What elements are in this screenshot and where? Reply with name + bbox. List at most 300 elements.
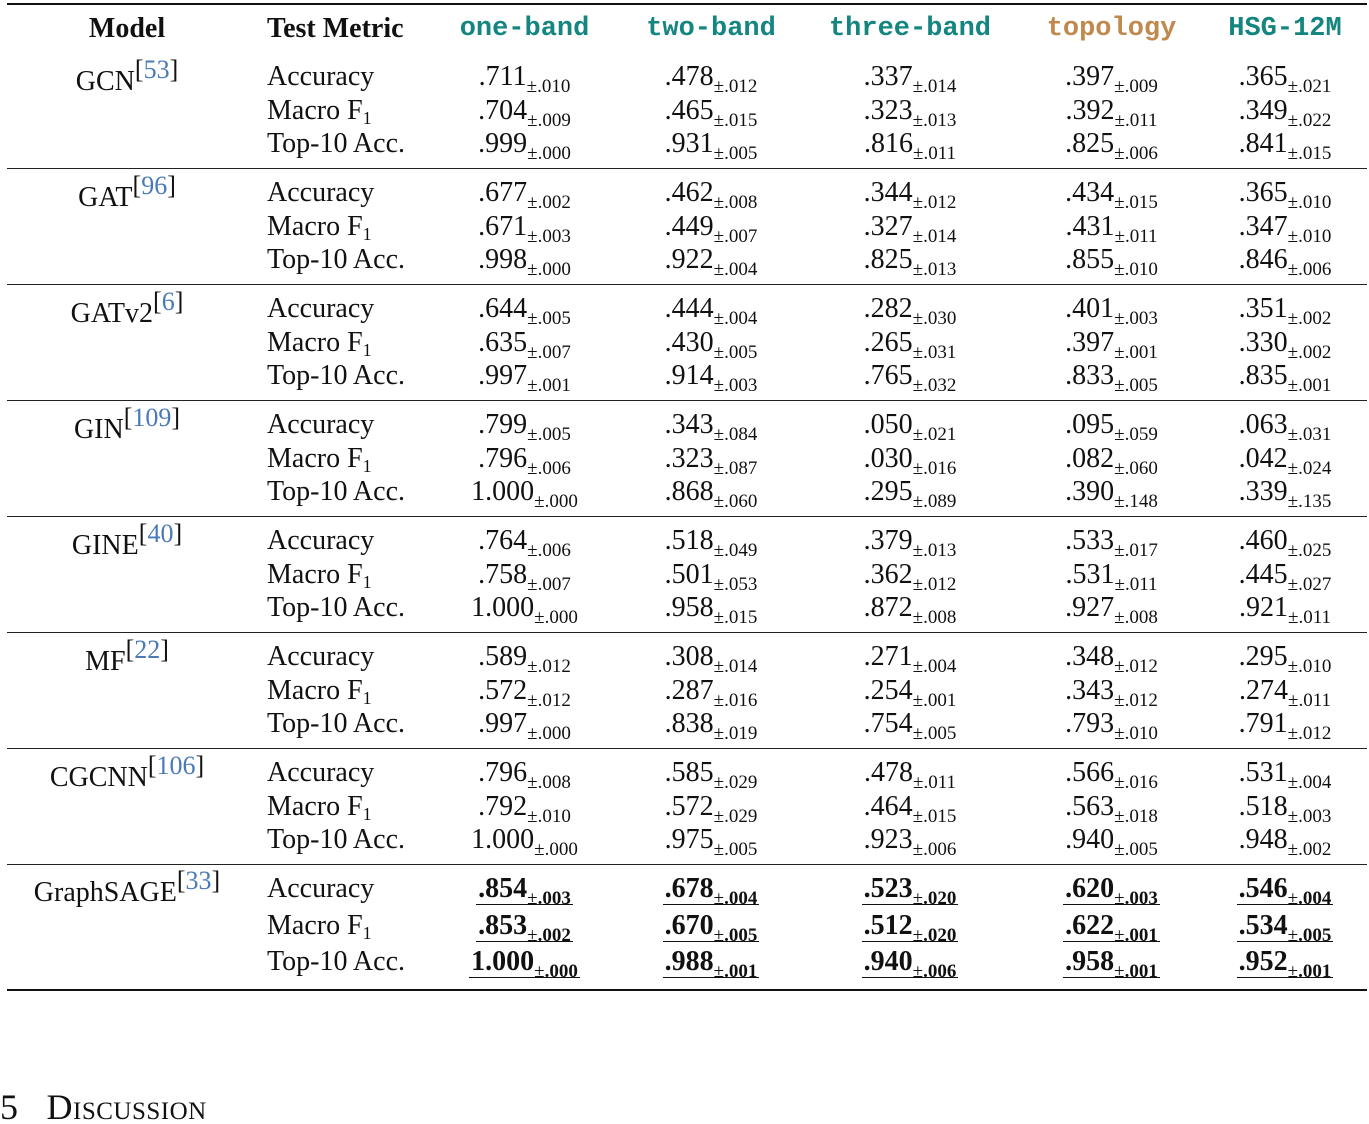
value-column-three-band bbox=[800, 292, 1020, 400]
citation-link[interactable] bbox=[139, 519, 182, 548]
std-value: ±.007 bbox=[527, 341, 571, 363]
value-cell bbox=[1238, 176, 1332, 213]
value-cell bbox=[862, 944, 959, 981]
value-cell bbox=[471, 591, 578, 628]
table-header bbox=[7, 5, 1367, 53]
std-value: ±.013 bbox=[912, 540, 957, 561]
value-column-topology bbox=[1020, 292, 1203, 400]
value-column-three-band bbox=[800, 176, 1020, 284]
mean-value: .677 bbox=[478, 177, 528, 208]
mean-value: .030 bbox=[863, 442, 913, 474]
value-cell bbox=[1063, 871, 1160, 908]
std-value: ±.005 bbox=[713, 924, 758, 946]
mean-value: .816 bbox=[864, 128, 913, 159]
mean-value: .958 bbox=[1065, 946, 1115, 977]
std-value: ±.002 bbox=[1287, 308, 1332, 329]
value-column-hsg-12m bbox=[1203, 408, 1367, 516]
std-value: ±.005 bbox=[713, 839, 758, 860]
std-value: ±.008 bbox=[527, 772, 571, 793]
metric-label: Macro $F_1$ bbox=[267, 790, 372, 824]
mean-value: .948 bbox=[1238, 824, 1288, 855]
mean-value: .390 bbox=[1065, 476, 1115, 507]
citation-link[interactable] bbox=[126, 635, 169, 664]
mean-value: .670 bbox=[664, 909, 714, 941]
mean-value: .872 bbox=[863, 592, 913, 623]
value-cell bbox=[863, 408, 957, 445]
mean-value: .921 bbox=[1239, 592, 1288, 623]
value-cell bbox=[478, 558, 571, 595]
std-value: ±.025 bbox=[1287, 540, 1332, 561]
value-cell bbox=[863, 243, 957, 280]
std-value: ±.003 bbox=[713, 375, 758, 396]
std-value: ±.005 bbox=[713, 341, 758, 363]
mean-value: .855 bbox=[1065, 244, 1115, 275]
bracket: [ bbox=[132, 171, 142, 200]
std-value: ±.084 bbox=[713, 424, 758, 445]
std-value: ±.006 bbox=[912, 839, 957, 860]
std-value: ±.003 bbox=[527, 225, 571, 247]
std-value: ±.011 bbox=[1114, 109, 1158, 131]
value-column-two-band bbox=[622, 756, 800, 864]
mean-value: .379 bbox=[863, 525, 913, 556]
std-value: ±.000 bbox=[527, 259, 571, 280]
value-cell bbox=[1065, 591, 1158, 628]
model-group-mf bbox=[7, 633, 1367, 748]
value-cell bbox=[664, 243, 758, 280]
mean-value: .868 bbox=[664, 476, 714, 507]
std-value: ±.005 bbox=[713, 143, 758, 164]
value-column-hsg-12m bbox=[1203, 292, 1367, 400]
std-value: ±.000 bbox=[527, 723, 571, 744]
value-cell bbox=[478, 127, 571, 164]
value-cell bbox=[664, 408, 758, 445]
std-value: ±.018 bbox=[1114, 805, 1158, 827]
citation-number: 22 bbox=[134, 635, 161, 664]
value-column-one-band bbox=[427, 292, 622, 400]
mean-value: .295 bbox=[1238, 641, 1288, 672]
mean-value: .434 bbox=[1065, 177, 1115, 208]
citation-link[interactable] bbox=[135, 55, 178, 84]
std-value: ±.006 bbox=[912, 961, 957, 982]
table-body bbox=[7, 53, 1367, 989]
value-cell bbox=[664, 359, 758, 396]
value-cell bbox=[1065, 790, 1158, 827]
value-cell bbox=[1238, 558, 1332, 595]
value-column-topology bbox=[1020, 176, 1203, 284]
value-column-two-band bbox=[622, 292, 800, 400]
value-column-two-band bbox=[622, 408, 800, 516]
bracket: ] bbox=[171, 403, 181, 432]
mean-value: .854 bbox=[478, 873, 528, 904]
model-group-graphsage bbox=[7, 865, 1367, 989]
std-value: ±.005 bbox=[1287, 924, 1332, 946]
value-cell bbox=[664, 475, 758, 512]
model-name-cell bbox=[7, 866, 247, 989]
mean-value: .958 bbox=[664, 592, 714, 623]
std-value: ±.007 bbox=[713, 225, 758, 247]
mean-value: .838 bbox=[664, 708, 714, 739]
metric-column bbox=[247, 408, 427, 516]
mean-value: .351 bbox=[1238, 293, 1288, 324]
value-cell bbox=[664, 640, 758, 677]
header-test-metric: Test Metric bbox=[267, 13, 404, 44]
bracket: ] bbox=[160, 635, 169, 664]
std-value: ±.001 bbox=[527, 375, 571, 396]
std-value: ±.016 bbox=[912, 457, 957, 479]
value-cell bbox=[863, 558, 957, 595]
bracket: ] bbox=[195, 751, 205, 780]
std-value: ±.014 bbox=[713, 656, 758, 677]
value-cell bbox=[664, 823, 758, 860]
mean-value: 1.000 bbox=[471, 824, 535, 855]
mean-value: 1.000 bbox=[471, 592, 535, 623]
std-value: ±.016 bbox=[1114, 772, 1158, 793]
value-cell bbox=[478, 524, 571, 561]
std-value: ±.060 bbox=[1114, 457, 1158, 479]
value-cell bbox=[863, 524, 957, 561]
std-value: ±.029 bbox=[713, 772, 758, 793]
citation-link[interactable] bbox=[177, 866, 220, 895]
value-cell bbox=[664, 674, 758, 711]
value-column-three-band bbox=[800, 524, 1020, 632]
std-value: ±.087 bbox=[713, 457, 758, 479]
metric-column bbox=[247, 871, 427, 989]
value-cell bbox=[1239, 674, 1331, 711]
mean-value: 1.000 bbox=[471, 946, 535, 977]
std-value: ±.030 bbox=[912, 308, 957, 329]
metric-label: Accuracy bbox=[267, 757, 375, 788]
std-value: ±.020 bbox=[912, 888, 957, 909]
model-name: CGCNN bbox=[49, 762, 148, 793]
value-cell bbox=[478, 640, 571, 677]
value-column-topology bbox=[1020, 640, 1203, 748]
value-cell bbox=[1065, 408, 1158, 445]
std-value: ±.012 bbox=[527, 689, 571, 711]
citation-number: 40 bbox=[147, 519, 174, 548]
model-name: GCN bbox=[75, 66, 135, 97]
mean-value: .975 bbox=[664, 824, 714, 855]
value-cell bbox=[1065, 326, 1158, 363]
std-value: ±.012 bbox=[1114, 656, 1158, 677]
metric-label: Accuracy bbox=[267, 525, 375, 556]
std-value: ±.013 bbox=[912, 259, 957, 280]
bracket: [ bbox=[125, 635, 135, 664]
value-cell bbox=[1238, 408, 1332, 445]
header-one-band: one-band bbox=[459, 14, 590, 44]
std-value: ±.010 bbox=[526, 76, 571, 97]
value-column-three-band bbox=[800, 756, 1020, 864]
mean-value: .349 bbox=[1238, 94, 1288, 126]
std-value: ±.015 bbox=[1114, 192, 1158, 213]
value-cell bbox=[664, 707, 758, 744]
value-cell bbox=[664, 524, 758, 561]
value-column-one-band bbox=[427, 756, 622, 864]
mean-value: .445 bbox=[1238, 558, 1288, 590]
std-value: ±.006 bbox=[1287, 259, 1332, 280]
std-value: ±.008 bbox=[912, 607, 957, 628]
mean-value: .796 bbox=[478, 442, 528, 474]
value-cell bbox=[476, 908, 573, 945]
value-cell bbox=[664, 326, 758, 363]
std-value: ±.004 bbox=[713, 308, 758, 329]
std-value: ±.011 bbox=[1114, 573, 1158, 595]
std-value: ±.009 bbox=[1114, 76, 1158, 97]
bracket: ] bbox=[169, 55, 179, 84]
citation-link[interactable] bbox=[153, 287, 183, 316]
std-value: ±.003 bbox=[1114, 888, 1158, 909]
value-column-topology bbox=[1020, 756, 1203, 864]
mean-value: .997 bbox=[478, 360, 528, 391]
value-cell bbox=[478, 756, 571, 793]
metric-label: Top-10 Acc. bbox=[267, 244, 406, 275]
value-cell bbox=[664, 94, 758, 131]
metric-label: Top-10 Acc. bbox=[267, 360, 406, 391]
citation-number: 6 bbox=[161, 287, 175, 316]
value-cell bbox=[663, 871, 760, 908]
value-column-hsg-12m bbox=[1203, 871, 1367, 989]
citation-number: 53 bbox=[143, 55, 170, 84]
mean-value: .308 bbox=[664, 641, 714, 672]
value-cell bbox=[478, 707, 571, 744]
mean-value: .533 bbox=[1065, 525, 1115, 556]
mean-value: .531 bbox=[1065, 558, 1115, 590]
value-column-topology bbox=[1020, 408, 1203, 516]
value-cell bbox=[1238, 210, 1332, 247]
bracket: [ bbox=[147, 751, 157, 780]
bracket: [ bbox=[123, 403, 133, 432]
model-name-cell bbox=[7, 55, 247, 168]
metric-column bbox=[247, 176, 427, 284]
std-value: ±.012 bbox=[1114, 689, 1158, 711]
results-table bbox=[7, 3, 1367, 991]
value-cell bbox=[1065, 674, 1158, 711]
header-two-band: two-band bbox=[646, 14, 776, 44]
std-value: ±.005 bbox=[1114, 375, 1158, 396]
std-value: ±.015 bbox=[912, 805, 957, 827]
mean-value: .585 bbox=[664, 757, 714, 788]
mean-value: .082 bbox=[1065, 442, 1115, 474]
std-value: ±.003 bbox=[1114, 308, 1158, 329]
value-cell bbox=[863, 210, 957, 247]
metric-label: Accuracy bbox=[267, 61, 375, 92]
bracket: ] bbox=[173, 519, 183, 548]
model-name-cell bbox=[7, 519, 247, 632]
std-value: ±.012 bbox=[713, 76, 758, 97]
mean-value: .853 bbox=[478, 909, 528, 941]
model-name: GIN bbox=[73, 414, 124, 445]
std-value: ±.001 bbox=[1114, 341, 1158, 363]
std-value: ±.001 bbox=[1114, 924, 1158, 946]
mean-value: .501 bbox=[664, 558, 714, 590]
bracket: ] bbox=[167, 171, 176, 200]
value-cell bbox=[1237, 871, 1334, 908]
value-cell bbox=[1063, 908, 1160, 945]
metric-label: Accuracy bbox=[267, 641, 375, 672]
std-value: ±.053 bbox=[713, 573, 758, 595]
std-value: ±.004 bbox=[1287, 888, 1332, 909]
metric-column bbox=[247, 756, 427, 864]
value-cell bbox=[863, 707, 957, 744]
mean-value: .931 bbox=[664, 128, 714, 159]
std-value: ±.016 bbox=[713, 689, 758, 711]
mean-value: .050 bbox=[863, 409, 913, 440]
std-value: ±.011 bbox=[1114, 225, 1158, 247]
mean-value: .825 bbox=[863, 244, 913, 275]
mean-value: .343 bbox=[664, 409, 714, 440]
section-title: Discussion bbox=[46, 1087, 207, 1124]
mean-value: .678 bbox=[664, 873, 714, 904]
mean-value: .337 bbox=[863, 61, 913, 92]
mean-value: .846 bbox=[1238, 244, 1288, 275]
metric-label: Top-10 Acc. bbox=[267, 946, 406, 977]
mean-value: .796 bbox=[478, 757, 528, 788]
model-name: GraphSAGE bbox=[33, 877, 177, 908]
mean-value: .392 bbox=[1065, 94, 1115, 126]
mean-value: .833 bbox=[1065, 360, 1115, 391]
value-cell bbox=[863, 94, 957, 131]
value-cell bbox=[863, 442, 957, 479]
mean-value: .792 bbox=[478, 790, 528, 822]
std-value: ±.012 bbox=[912, 192, 957, 213]
citation-number: 109 bbox=[132, 403, 172, 432]
std-value: ±.059 bbox=[1114, 424, 1158, 445]
value-cell bbox=[478, 210, 571, 247]
std-value: ±.008 bbox=[713, 192, 758, 213]
bracket: ] bbox=[174, 287, 184, 316]
model-name-cell bbox=[7, 635, 247, 748]
mean-value: .922 bbox=[664, 244, 714, 275]
mean-value: .998 bbox=[478, 244, 528, 275]
mean-value: .330 bbox=[1238, 326, 1288, 358]
std-value: ±.017 bbox=[1114, 540, 1158, 561]
value-cell bbox=[1238, 442, 1332, 479]
mean-value: .344 bbox=[863, 177, 913, 208]
mean-value: .711 bbox=[478, 61, 527, 92]
value-cell bbox=[1065, 60, 1158, 97]
header-model: Model bbox=[88, 13, 166, 44]
value-cell bbox=[1065, 359, 1158, 396]
mean-value: .464 bbox=[863, 790, 913, 822]
value-cell bbox=[1065, 524, 1158, 561]
std-value: ±.003 bbox=[527, 888, 571, 909]
std-value: ±.010 bbox=[1287, 225, 1332, 247]
value-cell bbox=[1237, 908, 1334, 945]
model-group-gcn bbox=[7, 53, 1367, 168]
mean-value: .430 bbox=[664, 326, 714, 358]
value-cell bbox=[863, 674, 957, 711]
metric-label: Macro $F_1$ bbox=[267, 442, 372, 476]
value-column-topology bbox=[1020, 60, 1203, 168]
header-topology: topology bbox=[1046, 14, 1177, 44]
mean-value: .940 bbox=[1065, 824, 1115, 855]
std-value: ±.005 bbox=[912, 723, 957, 744]
metric-label: Top-10 Acc. bbox=[267, 592, 406, 623]
model-name-cell bbox=[7, 751, 247, 864]
std-value: ±.011 bbox=[1288, 689, 1331, 711]
std-value: ±.010 bbox=[1287, 656, 1332, 677]
std-value: ±.010 bbox=[1114, 723, 1158, 744]
model-group-gin bbox=[7, 401, 1367, 516]
std-value: ±.011 bbox=[1288, 607, 1331, 628]
value-column-topology bbox=[1020, 871, 1203, 989]
value-column-hsg-12m bbox=[1203, 60, 1367, 168]
mean-value: .952 bbox=[1238, 946, 1288, 977]
metric-label: Top-10 Acc. bbox=[267, 128, 406, 159]
citation-link[interactable] bbox=[133, 171, 176, 200]
mean-value: .397 bbox=[1065, 61, 1115, 92]
std-value: ±.020 bbox=[912, 924, 957, 946]
mean-value: .465 bbox=[664, 94, 714, 126]
metric-label: Macro $F_1$ bbox=[267, 909, 372, 943]
std-value: ±.049 bbox=[713, 540, 758, 561]
metric-label: Macro $F_1$ bbox=[267, 210, 372, 244]
mean-value: .644 bbox=[478, 293, 528, 324]
mean-value: .518 bbox=[664, 525, 714, 556]
value-cell bbox=[1239, 591, 1331, 628]
mean-value: .348 bbox=[1065, 641, 1115, 672]
value-column-two-band bbox=[622, 524, 800, 632]
mean-value: .791 bbox=[1238, 708, 1288, 739]
value-column-one-band bbox=[427, 408, 622, 516]
value-cell bbox=[1063, 944, 1160, 981]
bracket: ] bbox=[211, 866, 221, 895]
metric-column bbox=[247, 60, 427, 168]
std-value: ±.006 bbox=[527, 457, 571, 479]
value-cell bbox=[471, 475, 578, 512]
mean-value: .799 bbox=[478, 409, 528, 440]
value-cell bbox=[478, 94, 571, 131]
mean-value: .997 bbox=[478, 708, 528, 739]
value-column-hsg-12m bbox=[1203, 756, 1367, 864]
std-value: ±.031 bbox=[1287, 424, 1332, 445]
citation-link[interactable] bbox=[124, 403, 180, 432]
value-cell bbox=[1238, 326, 1332, 363]
mean-value: .460 bbox=[1238, 525, 1288, 556]
std-value: ±.009 bbox=[527, 109, 571, 131]
mean-value: .327 bbox=[863, 210, 913, 242]
value-column-three-band bbox=[800, 871, 1020, 989]
value-cell bbox=[1238, 292, 1332, 329]
value-cell bbox=[863, 359, 957, 396]
mean-value: .622 bbox=[1065, 909, 1115, 941]
mean-value: .940 bbox=[863, 946, 913, 977]
value-column-two-band bbox=[622, 176, 800, 284]
value-column-three-band bbox=[800, 60, 1020, 168]
std-value: ±.029 bbox=[713, 805, 758, 827]
mean-value: .365 bbox=[1238, 61, 1288, 92]
mean-value: .825 bbox=[1065, 128, 1115, 159]
std-value: ±.004 bbox=[713, 259, 758, 280]
value-cell bbox=[664, 60, 758, 97]
metric-label: Macro $F_1$ bbox=[267, 326, 372, 360]
citation-link[interactable] bbox=[148, 751, 204, 780]
std-value: ±.089 bbox=[912, 491, 957, 512]
value-cell bbox=[864, 127, 956, 164]
mean-value: .365 bbox=[1238, 177, 1288, 208]
bracket: [ bbox=[153, 287, 162, 316]
value-column-one-band bbox=[427, 60, 622, 168]
mean-value: .534 bbox=[1238, 909, 1288, 941]
std-value: ±.148 bbox=[1114, 491, 1158, 512]
value-cell bbox=[1065, 558, 1158, 595]
value-cell bbox=[1065, 176, 1158, 213]
std-value: ±.001 bbox=[1287, 375, 1332, 396]
section-number: 5 bbox=[0, 1087, 19, 1124]
value-cell bbox=[664, 292, 758, 329]
mean-value: .923 bbox=[863, 824, 913, 855]
std-value: ±.012 bbox=[527, 656, 571, 677]
value-cell bbox=[863, 640, 957, 677]
